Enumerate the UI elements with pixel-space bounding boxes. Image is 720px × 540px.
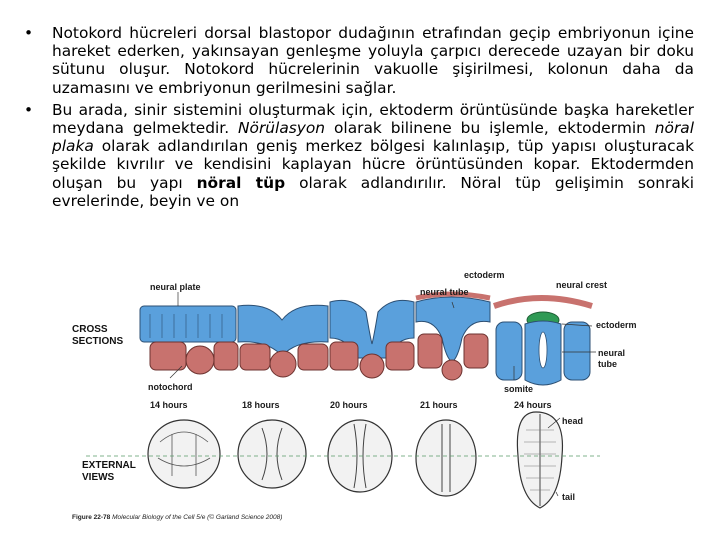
- label-neural-tube-top: neural tube: [420, 287, 469, 297]
- label-ectoderm-right: ectoderm: [596, 320, 637, 330]
- term-norulasyon: Nörülasyon: [238, 119, 326, 138]
- bullet-1-text: Notokord hücreleri dorsal blastopor dudağının etrafından geçip embriyonun içine hareket ederken, yakınsayan genleşme yoluyla çarpıcı derecede uzayan bir doku sütunu oluşur. Notokord hücrelerinin vakuolle şişirilmesi, kolonun daha da uzamasını ve embriyonun gerilmesini sağlar.: [52, 24, 694, 97]
- label-ectoderm-top: ectoderm: [464, 270, 505, 280]
- bullet-2-text-b: olarak bilinene bu işlemle, ektodermin: [325, 119, 655, 138]
- cross-section-24h: [494, 298, 592, 385]
- stage-21h: 21 hours: [420, 400, 458, 410]
- label-head: head: [562, 416, 584, 426]
- stage-24h: 24 hours: [514, 400, 552, 410]
- text-block: [22, 24, 694, 214]
- label-neural-crest: neural crest: [556, 280, 608, 290]
- label-cross-sections-1: CROSS: [72, 324, 108, 335]
- external-view-21h: [416, 420, 476, 496]
- label-somite: somite: [504, 384, 534, 394]
- bullet-2-text-a: Bu arada, sinir sistemini oluşturmak için, ektoderm örüntüsünde başka hareketler meydana gelmektedir.: [52, 100, 694, 138]
- bullet-2-text-c: olarak adlandırılan geniş merkez bölgesi kalınlaşıp, tüp yapısı oluşturacak şekilde kıvrılır ve kendisini kaplayan hücre örüntüsünden kopar. Ektodermden oluşan bu yapı: [52, 137, 694, 192]
- label-neural-plate: neural plate: [150, 282, 201, 292]
- neurulation-figure: [0, 262, 720, 540]
- cross-section-14h: [140, 306, 238, 374]
- label-neural-tube-right-2: tube: [598, 359, 617, 369]
- bullet-dot: •: [24, 24, 34, 42]
- term-noral-plaka: nöral plaka: [52, 119, 694, 156]
- term-noral-tup: nöral tüp: [196, 173, 286, 192]
- label-tail: tail: [562, 492, 576, 502]
- caption-text: Molecular Biology of the Cell 5/e (© Garland Science 2008): [110, 514, 283, 521]
- label-external-views-1: EXTERNAL: [82, 460, 136, 471]
- label-external-views-2: VIEWS: [82, 472, 115, 483]
- caption-figure-number: Figure 22-78: [72, 514, 111, 521]
- stage-20h: 20 hours: [330, 400, 368, 410]
- bullet-2-text-d: olarak adlandırılır. Nöral tüp gelişimin sonraki evrelerinde, beyin ve on: [52, 173, 695, 210]
- bullet-1: [22, 24, 694, 97]
- figure-caption: [72, 514, 282, 521]
- external-view-24h: [517, 412, 562, 508]
- cross-section-21h: [416, 294, 490, 380]
- label-cross-sections-2: SECTIONS: [72, 336, 124, 347]
- stage-18h: 18 hours: [242, 400, 280, 410]
- cross-section-18h: [238, 305, 328, 377]
- cross-section-20h: [330, 300, 414, 378]
- bullet-dot: •: [24, 100, 34, 119]
- external-view-14h: [148, 420, 220, 488]
- external-view-18h: [238, 420, 306, 488]
- label-notochord: notochord: [148, 382, 193, 392]
- label-neural-tube-right-1: neural: [598, 348, 626, 358]
- bullet-2: [22, 101, 694, 210]
- stage-14h: 14 hours: [150, 400, 188, 410]
